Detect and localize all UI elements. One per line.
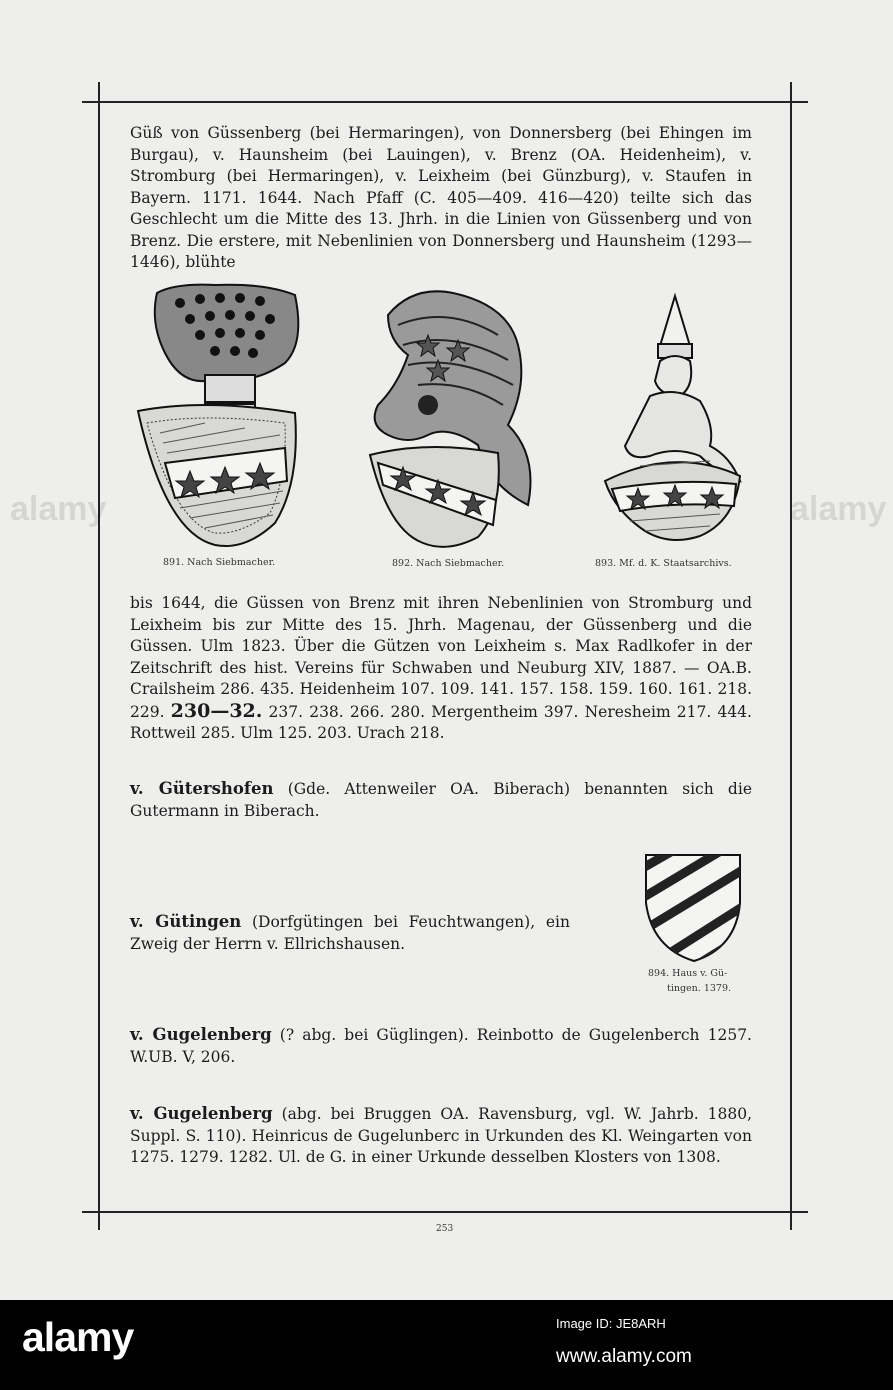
caption-894-line2: tingen. 1379. xyxy=(667,983,732,994)
caption-892: 892. Nach Siebmacher. xyxy=(392,558,505,569)
site-url: www.alamy.com xyxy=(556,1346,692,1367)
frame-left-rule xyxy=(98,82,100,1230)
entry-guss-von-guessenberg: Güß von Güssenberg (bei Hermaringen), von Donnersberg (bei Ehingen im Burgau), v. Haunsheim (bei Lauingen), v. Brenz (OA. Heidenheim), v. Stromburg (bei Hermaringen), v. Leixheim (bei Günzburg), v. Staufen in Bayern. 1171. 1644. Nach Pfaff (C. 405—409. 416—420) teilte sich das Geschlecht um die Mitte des 13. Jhrh. in die Linien von Güssenberg und von Brenz. Die erstere, mit Nebenlinien von Donnersberg und Haunsheim (1293—1446), blühte xyxy=(130,124,752,271)
caption-893: 893. Mf. d. K. Staatsarchivs. xyxy=(595,558,732,569)
entry-heading-gugelenberg-1: v. Gugelenberg xyxy=(130,1025,272,1044)
stock-footer xyxy=(0,1300,893,1390)
watermark-right: alamy xyxy=(790,490,887,528)
frame-right-rule xyxy=(790,82,792,1230)
caption-894-line1: 894. Haus v. Gü- xyxy=(648,968,728,979)
coat-of-arms-891 xyxy=(135,283,310,553)
entry-heading-guetershofen: v. Gütershofen xyxy=(130,779,274,798)
caption-891: 891. Nach Siebmacher. xyxy=(163,557,276,568)
entry-gugelenberg-1: v. Gugelenberg (? abg. bei Güglingen). Reinbotto de Gugelenberch 1257. W.UB. V, 206. xyxy=(130,1025,752,1066)
entry-guetingen: v. Gütingen (Dorfgütingen bei Feuchtwangen), ein Zweig der Herrn v. Ellrichshausen. xyxy=(130,912,570,953)
watermark-left: alamy xyxy=(10,490,107,528)
entry-guetershofen: v. Gütershofen (Gde. Attenweiler OA. Biberach) benannten sich die Gutermann in Biberach. xyxy=(130,779,752,820)
image-id: Image ID: JE8ARH xyxy=(556,1316,666,1331)
entry-gugelenberg-2: v. Gugelenberg (abg. bei Bruggen OA. Ravensburg, vgl. W. Jahrb. 1880, Suppl. S. 110). Heinricus de Gugelunberc in Urkunden des Kl. Weingarten von 1275. 1279. 1282. Ul. de G. in einer Urkunde desselben Klosters von 1308. xyxy=(130,1104,752,1166)
coat-of-arms-893 xyxy=(600,296,750,546)
entry-heading-guetingen: v. Gütingen xyxy=(130,912,242,931)
frame-bottom-rule xyxy=(82,1211,808,1213)
alamy-logo: alamy xyxy=(22,1314,134,1360)
coat-of-arms-892 xyxy=(368,285,543,550)
page-ref-bold: 230—32. xyxy=(170,699,263,722)
coat-of-arms-894 xyxy=(644,853,742,963)
frame-top-rule xyxy=(82,101,808,103)
entry-guss-continued: bis 1644, die Güssen von Brenz mit ihren Nebenlinien von Stromburg und Leixheim bis zur Mitte des 15. Jhrh. Magenau, der Güssenberg und die Güssen. Ulm 1823. Über die Gützen von Leixheim s. Max Radlkofer in der Zeitschrift des hist. Vereins für Schwaben und Neuburg XIV, 1887. — OA.B. Crailsheim 286. 435. Heidenheim 107. 109. 141. 157. 158. 159. 160. 161. 218. 229. 230—32. 237. 238. 266. 280. Mergentheim 397. Neresheim 217. 444. Rottweil 285. Ulm 125. 203. Urach 218. xyxy=(130,594,752,742)
entry-heading-gugelenberg-2: v. Gugelenberg xyxy=(130,1104,273,1123)
page-number: 253 xyxy=(436,1224,454,1234)
